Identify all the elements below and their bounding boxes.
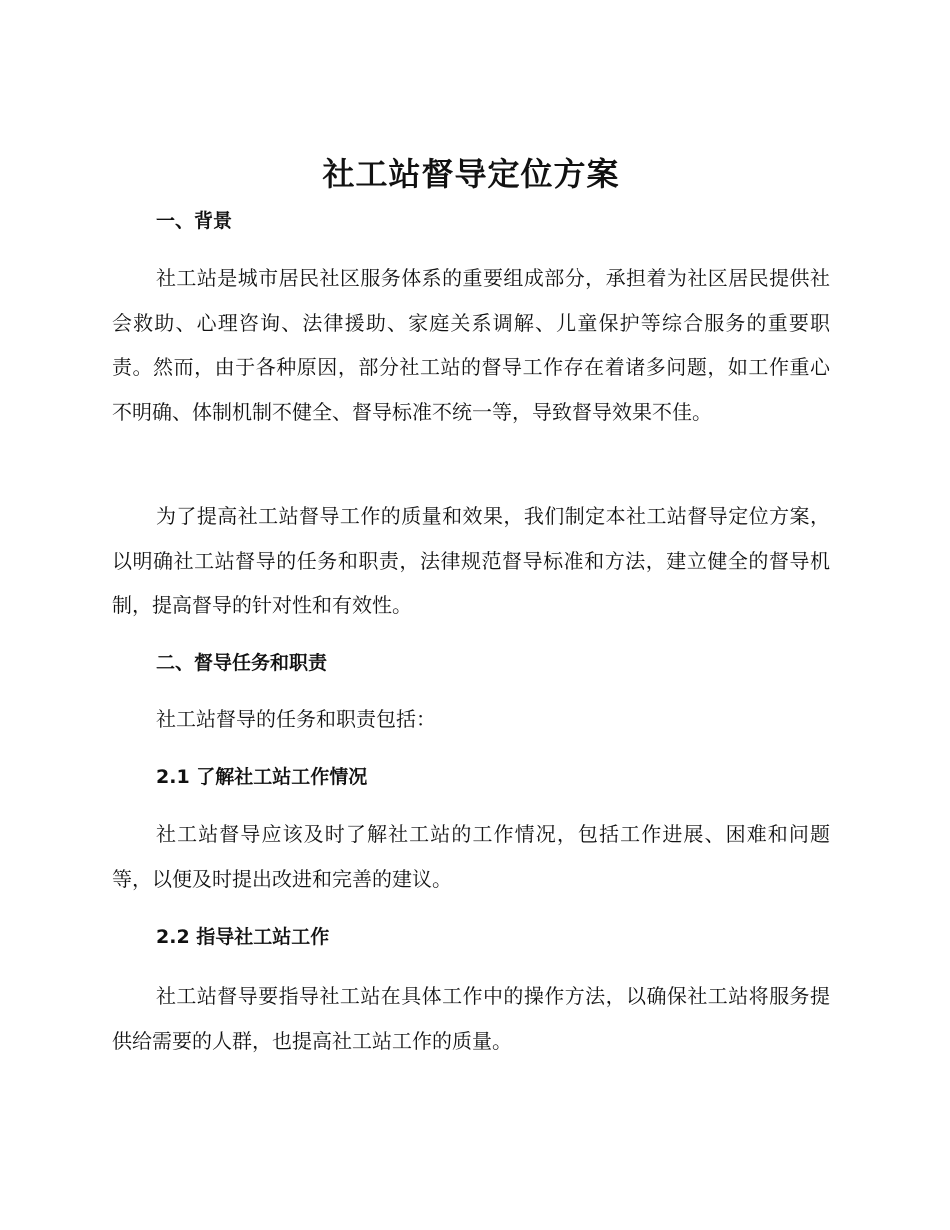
section-heading-background: 一、背景 bbox=[156, 210, 233, 232]
subsection-heading-2-2: 2.2 指导社工站工作 bbox=[156, 926, 330, 948]
document-title: 社工站督导定位方案 bbox=[322, 155, 620, 193]
background-paragraph-1: 社工站是城市居民社区服务体系的重要组成部分，承担着为社区居民提供社会救助、心理咨询、法律援助、家庭关系调解、儿童保护等综合服务的重要职责。然而，由于各种原因，部分社工站的督导工作存在着诸多问题，如工作重心不明确、体制机制不健全、督导标准不统一等，导致督导效果不佳。 bbox=[112, 266, 830, 425]
tasks-intro-paragraph: 社工站督导的任务和职责包括： bbox=[156, 707, 436, 731]
subsection-2-1-paragraph: 社工站督导应该及时了解社工站的工作情况，包括工作进展、困难和问题等，以便及时提出改进和完善的建议。 bbox=[112, 822, 830, 891]
subsection-heading-2-1: 2.1 了解社工站工作情况 bbox=[156, 766, 368, 788]
section-heading-tasks: 二、督导任务和职责 bbox=[156, 652, 328, 674]
background-paragraph-2: 为了提高社工站督导工作的质量和效果，我们制定本社工站督导定位方案，以明确社工站督导的任务和职责，法律规范督导标准和方法，建立健全的督导机制，提高督导的针对性和有效性。 bbox=[112, 504, 830, 618]
subsection-2-2-paragraph: 社工站督导要指导社工站在具体工作中的操作方法，以确保社工站将服务提供给需要的人群，也提高社工站工作的质量。 bbox=[112, 984, 830, 1053]
